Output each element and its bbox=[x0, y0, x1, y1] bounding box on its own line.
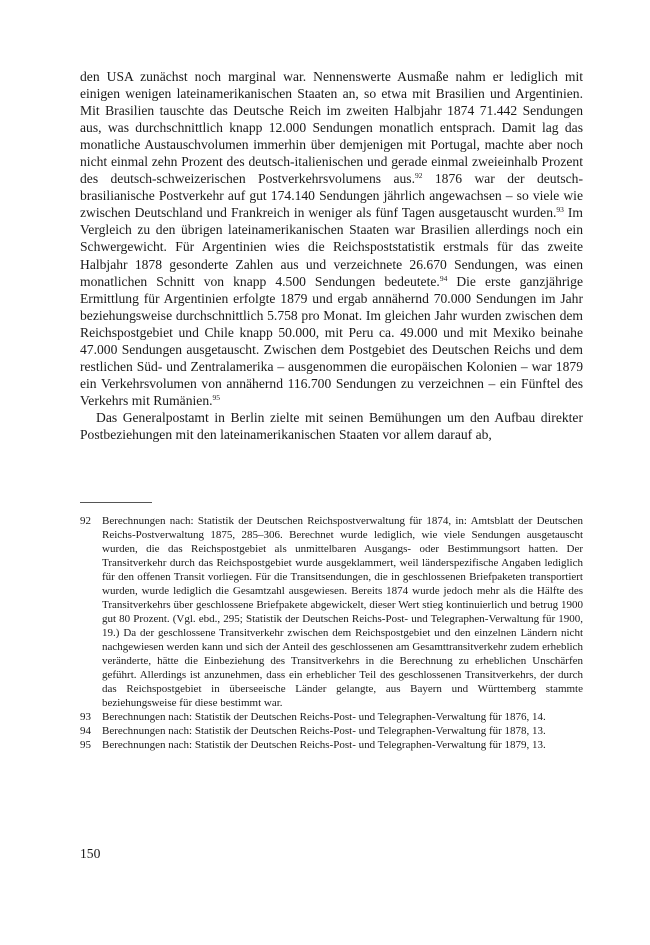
body-text-run: den USA zunächst noch marginal war. Nennenswerte Ausmaße nahm er lediglich mit einigen wenigen lateinamerikanischen Staaten an, so etwa mit Brasilien und Argentinien. Mit Brasilien tauschte das Deutsche Reich im zweiten Halbjahr 1874 71.442 Sendungen aus, was durchschnittlich knapp 12.000 Sendungen monatlich entsprach. Damit lag das monatliche Austauschvolumen immerhin über demjenigen mit Portugal, machte aber noch nicht einmal zehn Prozent des deutsch-italienischen und gerade einmal zweieinhalb Prozent des deutsch-schweizerischen Postverkehrsvolumens aus. bbox=[80, 69, 583, 187]
footnote bbox=[80, 738, 583, 752]
body-text-run: Im Vergleich zu den übrigen lateinamerikanischen Staaten war Brasilien allerdings noch ein Schwergewicht. Für Argentinien wies die Reichspoststatistik erstmals für das zweite Halbjahr 1878 gesonderte Zahlen aus und verzeichnete 26.670 Sendungen, was einen monatlichen Schnitt von knapp 4.500 Sendungen bedeutete. bbox=[80, 205, 584, 289]
footnote-number: 93 bbox=[80, 711, 91, 723]
footnote bbox=[80, 724, 583, 738]
footnote-text: Berechnungen nach: Statistik der Deutschen Reichspostverwaltung für 1874, in: Amtsblatt der Deutschen Reichs-Postverwaltung 1875, 285–306. Berechnet wurde lediglich, wie viele Sendungen ausgetauscht wurden, die das Reichspostgebiet als unmittelbaren Ausgangs- oder Bestimmungsort hatten. Der Transitverkehr durch das Reichspostgebiet wurde ausgeklammert, weil länderspezifische Angaben lediglich für den offenen Transit vorliegen. Für die Transitsendungen, die in geschlossenen Briefpaketen transportiert wurden, wurde lediglich die Gesamtzahl ausgewiesen. Bereits 1874 wurde jedoch mehr als die Hälfte des Transitverkehrs über geschlossene Briefpakete abgewickelt, dieser Wert stieg kontinuierlich und betrug 1900 gut 80 Prozent. (Vgl. ebd., 295; Statistik der Deutschen Reichs-Post- und Telegraphen-Verwaltung für 1900, 19.) Da der geschlossene Transitverkehr zwischen dem Reichspostgebiet und den einzelnen Ländern nicht nachgewiesen werden kann und sich der Anteil des geschlossenen am Gesamttransitverkehr zudem erheblich veränderte, hätte die Einbeziehung des Transitverkehrs in die Berechnung zu erheblichen Unschärfen geführt. Allerdings ist anzunehmen, dass ein erheblicher Teil des geschlossenen Transitverkehrs, der durch das Reichspostgebiet in überseeische Länder gelangte, aus Bayern und Württemberg stammte beziehungsweise für diese bestimmt war. bbox=[102, 515, 583, 709]
footnote-text: Berechnungen nach: Statistik der Deutschen Reichs-Post- und Telegraphen-Verwaltung für 1879, 13. bbox=[102, 739, 546, 751]
footnotes bbox=[80, 514, 583, 752]
footnote bbox=[80, 710, 583, 724]
body-text-run: 1876 war der deutsch-brasilianische Postverkehr auf gut 174.140 Sendungen jährlich angewachsen – so viele wie zwischen Deutschland und Frankreich in weniger als fünf Tagen ausgetauscht wurden. bbox=[80, 171, 583, 221]
page-number: 150 bbox=[80, 846, 101, 861]
body-paragraph bbox=[80, 409, 583, 443]
footnote-text: Berechnungen nach: Statistik der Deutschen Reichs-Post- und Telegraphen-Verwaltung für 1876, 14. bbox=[102, 711, 546, 723]
footnote-number: 95 bbox=[80, 739, 91, 751]
body-text bbox=[80, 68, 583, 443]
footnote-number: 94 bbox=[80, 725, 91, 737]
footnote-number: 92 bbox=[80, 515, 91, 527]
footnote bbox=[80, 514, 583, 710]
footnote-separator bbox=[80, 502, 152, 503]
footnote-text: Berechnungen nach: Statistik der Deutschen Reichs-Post- und Telegraphen-Verwaltung für 1878, 13. bbox=[102, 725, 546, 737]
body-paragraph bbox=[80, 68, 583, 409]
footnote-reference: 95 bbox=[212, 392, 221, 402]
footnote-reference: 93 bbox=[556, 205, 564, 215]
footnote-reference: 92 bbox=[415, 171, 423, 181]
body-text-run: Das Generalpostamt in Berlin zielte mit seinen Bemühungen um den Aufbau direkter Postbeziehungen mit den lateinamerikanischen Staaten vor allem darauf ab, bbox=[80, 409, 583, 442]
body-text-run: Die erste ganzjährige Ermittlung für Argentinien erfolgte 1879 und ergab annähernd 70.000 Sendungen im Jahr beziehungsweise durchschnittlich 5.758 pro Monat. Im gleichen Jahr wurden zwischen dem Reichspostgebiet und Chile knapp 50.000, mit Peru ca. 49.000 und mit Mexiko beinahe 47.000 Sendungen ausgetauscht. Zwischen dem Postgebiet des Deutschen Reichs und dem restlichen Süd- und Zentralamerika – ausgenommen die europäischen Kolonien – war 1879 ein Verkehrsvolumen von annähernd 116.700 Sendungen zu verzeichnen – ein Fünftel des Verkehrs mit Rumänien. bbox=[80, 273, 584, 408]
footnote-reference: 94 bbox=[439, 273, 448, 283]
